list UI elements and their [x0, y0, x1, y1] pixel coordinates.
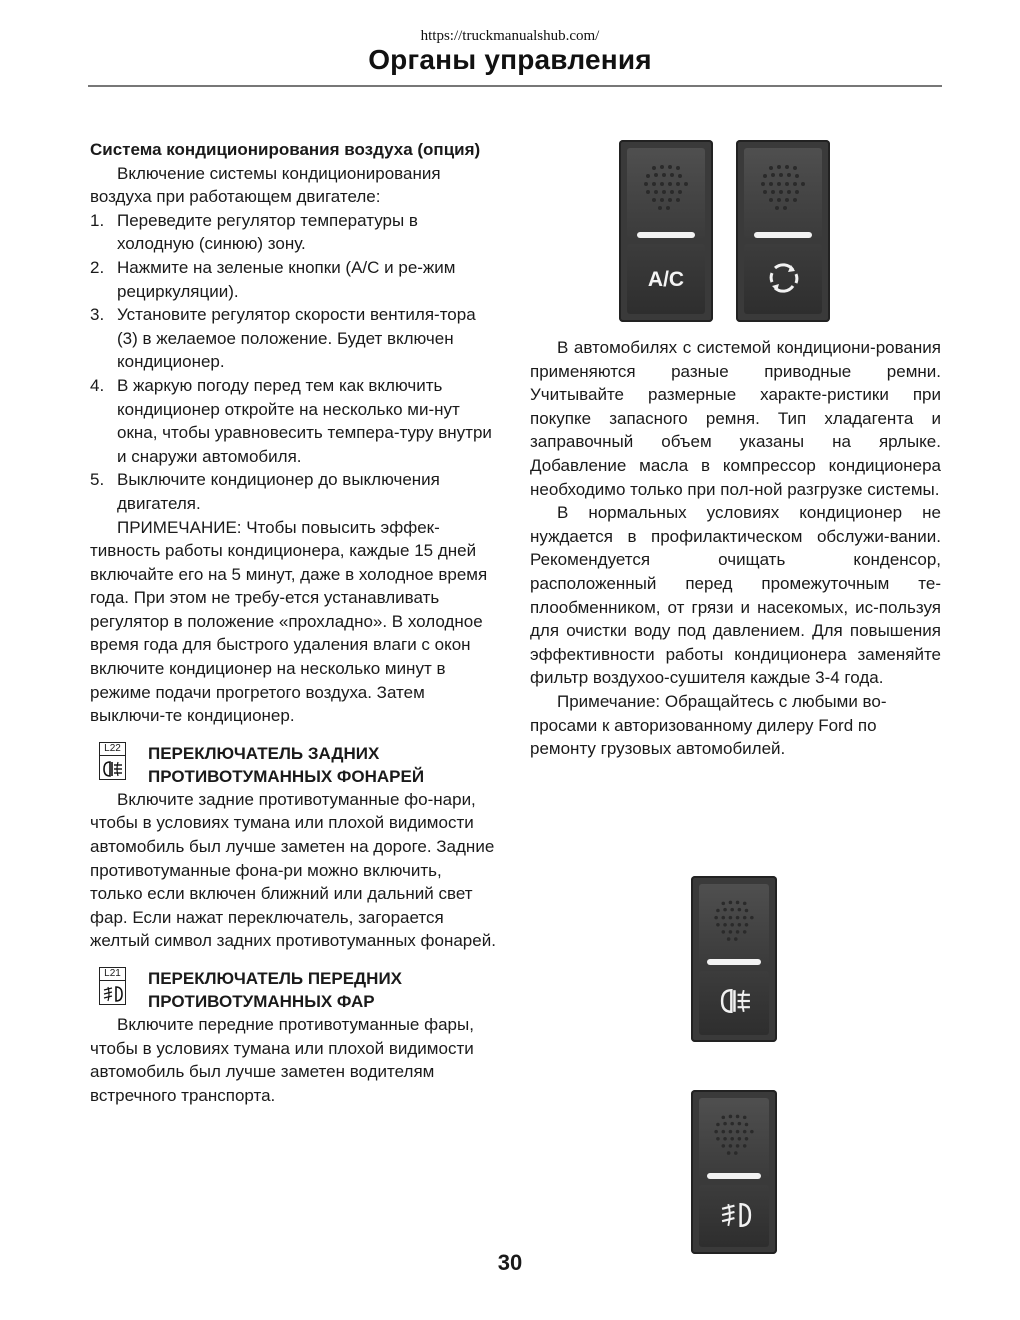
right-column	[530, 336, 941, 761]
front-fog-section	[90, 967, 498, 1013]
step-number: 3.	[90, 305, 105, 325]
maintenance-paragraph: В нормальных условиях кондиционер не нуждается в профилактическом обслужи-вании. Рекомендуется очищать конденсор, расположенный перед промежуточным те-плообменником, от грязи и насекомых, ис-пользуя для очистки воду под давлением. Для повышения эффективности работы кондиционера заменяйте фильтр воздухоо-сушителя каждые 3-4 года.	[530, 503, 941, 688]
rear-fog-heading: ПЕРЕКЛЮЧАТЕЛЬ ЗАДНИХ ПРОТИВОТУМАННЫХ ФОНАРЕЙ	[148, 743, 425, 786]
front-fog-lamp-icon	[102, 984, 124, 1004]
ac-switch	[619, 140, 713, 322]
left-column	[90, 138, 498, 1107]
switch-upper-cap	[699, 1098, 769, 1178]
switch-upper-cap	[744, 148, 822, 238]
step-text: Нажмите на зеленые кнопки (A/C и ре-жим рециркуляции).	[117, 257, 456, 301]
step-text: В жаркую погоду перед тем как включить кондиционер откройте на несколько ми-нут окна, чтобы уравновесить темпера-туру внутри и снаружи автомобиля.	[117, 375, 492, 466]
switch-lower-face	[627, 244, 705, 314]
rear-fog-text: Включите задние противотуманные фо-нари, чтобы в условиях тумана или плохой видимости автомобиль был лучше заметен на дороге. Задние противотуманные фона-ри можно включить, только если включен ближний или дальний свет фар. Если нажат переключатель, загорается желтый символ задних противотуманных фонарей.	[90, 789, 496, 951]
step-text: Переведите регулятор температуры в холодную (синюю) зону.	[117, 210, 418, 254]
step-number: 1.	[90, 210, 105, 230]
list-item	[90, 256, 498, 303]
step-number: 2.	[90, 257, 105, 277]
grip-dots-icon	[753, 162, 813, 218]
indicator-bar	[754, 232, 812, 238]
front-fog-switch	[691, 1090, 777, 1254]
rear-fog-section	[90, 742, 498, 788]
grip-dots-icon	[636, 162, 696, 218]
header-divider	[88, 85, 942, 87]
indicator-bar	[707, 1173, 761, 1179]
rear-fog-switch	[691, 876, 777, 1042]
belt-paragraph: В автомобилях с системой кондициони-рования применяются разные приводные ремни. Учитывайте размерные характе-ристики при покупке запасного ремня. Тип хладагента и заправочный объем указаны на ярлыке. Добавление масла в компрессор кондиционера необходимо только при пол-ной разгрузке системы.	[530, 338, 941, 499]
list-item	[90, 209, 498, 256]
rear-fog-lamp-icon	[102, 759, 124, 779]
front-fog-lamp-icon	[719, 1199, 753, 1231]
indicator-bar	[637, 232, 695, 238]
step-text: Установите регулятор скорости вентиля-тора (3) в желаемое положение. Будет включен кондиционер.	[117, 305, 476, 372]
ac-steps-list	[90, 209, 498, 516]
step-number: 5.	[90, 470, 105, 490]
badge-code: L22	[100, 743, 125, 756]
ac-section-heading: Система кондиционирования воздуха (опция)	[90, 140, 481, 159]
front-fog-text: Включите передние противотуманные фары, чтобы в условиях тумана или плохой видимости автомобиль был лучше заметен водителям встречного транспорта.	[90, 1015, 474, 1105]
step-text: Выключите кондиционер до выключения двигателя.	[117, 470, 440, 513]
page-title: Органы управления	[368, 44, 652, 75]
recirculation-switch	[736, 140, 830, 322]
recirculation-icon	[766, 258, 800, 298]
rear-fog-lamp-icon	[719, 985, 753, 1017]
indicator-bar	[707, 959, 761, 965]
page-number: 30	[497, 1250, 523, 1275]
list-item	[90, 468, 498, 515]
grip-dots-icon	[706, 898, 762, 948]
source-url: https://truckmanualshub.com/	[420, 28, 600, 44]
badge-code: L21	[100, 968, 125, 981]
switch-upper-cap	[627, 148, 705, 238]
grip-dots-icon	[706, 1112, 762, 1162]
dealer-note: Примечание: Обращайтесь с любыми во-просами к авторизованному дилеру Ford по ремонту грузовых автомобилей.	[530, 691, 887, 759]
ac-switch-label: A/C	[647, 268, 685, 291]
switch-lower-face	[699, 1185, 769, 1247]
ac-intro: Включение системы кондиционирования воздуха при работающем двигателе:	[90, 163, 441, 207]
ac-note: ПРИМЕЧАНИЕ: Чтобы повысить эффек-тивность работы кондиционера, каждые 15 дней включайте его на 5 минут, даже в холодное время года. При этом не требу-ется устанавливать регулятор в положение «прохладно». В холодное время года для быстрого удаления влаги с окон включите кондиционер на несколько минут в режиме подачи прогретого воздуха. Затем выключи-те кондиционер.	[90, 517, 488, 726]
rear-fog-badge	[99, 742, 126, 780]
switch-lower-face	[744, 244, 822, 314]
front-fog-badge	[99, 967, 126, 1005]
list-item	[90, 374, 498, 468]
switch-lower-face	[699, 971, 769, 1035]
front-fog-heading: ПЕРЕКЛЮЧАТЕЛЬ ПЕРЕДНИХ ПРОТИВОТУМАННЫХ ФАР	[148, 969, 402, 1011]
step-number: 4.	[90, 375, 105, 395]
list-item	[90, 303, 498, 374]
switch-upper-cap	[699, 884, 769, 964]
